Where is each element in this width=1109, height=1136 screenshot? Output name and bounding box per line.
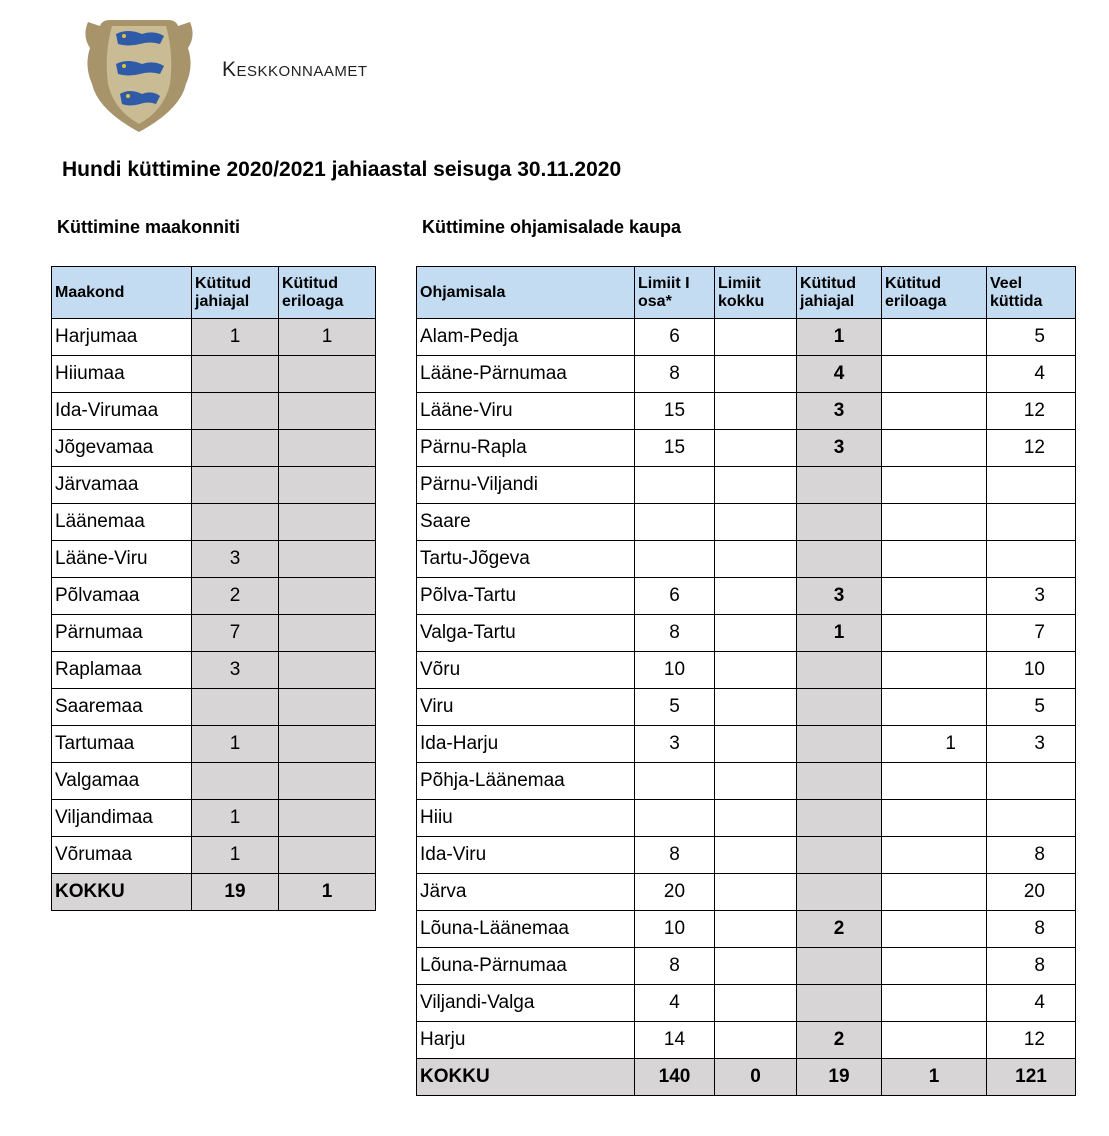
- table-row: [417, 800, 1076, 837]
- hunted-permit-cell: 1: [279, 319, 376, 356]
- county-name-cell: Lääne-Viru: [52, 541, 192, 578]
- hunted-season-cell: [797, 541, 882, 578]
- limit-part1-cell: 3: [635, 726, 715, 763]
- total-value-cell: 19: [797, 1059, 882, 1096]
- table-row: [417, 319, 1076, 356]
- limit-total-cell: [715, 615, 797, 652]
- table-row: [52, 393, 376, 430]
- area-name-cell: Lõuna-Läänemaa: [417, 911, 635, 948]
- hunted-permit-cell: [882, 356, 987, 393]
- remaining-cell: 12: [987, 430, 1076, 467]
- hunted-season-cell: 1: [192, 800, 279, 837]
- county-name-cell: Raplamaa: [52, 652, 192, 689]
- limit-total-cell: [715, 948, 797, 985]
- hunted-season-cell: [192, 467, 279, 504]
- area-name-cell: Harju: [417, 1022, 635, 1059]
- county-name-cell: Läänemaa: [52, 504, 192, 541]
- limit-part1-cell: 10: [635, 911, 715, 948]
- hunted-season-cell: [797, 837, 882, 874]
- area-name-cell: Ida-Viru: [417, 837, 635, 874]
- table-row: [52, 652, 376, 689]
- county-name-cell: Võrumaa: [52, 837, 192, 874]
- organization-name: Keskkonnaamet: [222, 58, 368, 81]
- table-row: [417, 578, 1076, 615]
- total-label-cell: KOKKU: [52, 874, 192, 911]
- area-name-cell: Järva: [417, 874, 635, 911]
- column-header: Kütitud jahiajal: [192, 267, 279, 319]
- area-name-cell: Võru: [417, 652, 635, 689]
- table-row: [417, 985, 1076, 1022]
- area-name-cell: Lääne-Viru: [417, 393, 635, 430]
- limit-part1-cell: 10: [635, 652, 715, 689]
- limit-total-cell: [715, 652, 797, 689]
- hunted-permit-cell: [882, 430, 987, 467]
- table-row: [417, 837, 1076, 874]
- area-table: [416, 266, 1076, 1096]
- hunted-season-cell: [797, 763, 882, 800]
- county-name-cell: Ida-Virumaa: [52, 393, 192, 430]
- county-name-cell: Valgamaa: [52, 763, 192, 800]
- column-header: Maakond: [52, 267, 192, 319]
- limit-part1-cell: 5: [635, 689, 715, 726]
- hunted-season-cell: [797, 689, 882, 726]
- hunted-season-cell: 4: [797, 356, 882, 393]
- total-value-cell: 140: [635, 1059, 715, 1096]
- table-row: [417, 726, 1076, 763]
- column-header: Kütitud eriloaga: [882, 267, 987, 319]
- hunted-permit-cell: [882, 1022, 987, 1059]
- hunted-permit-cell: [279, 578, 376, 615]
- remaining-cell: 4: [987, 985, 1076, 1022]
- remaining-cell: 5: [987, 319, 1076, 356]
- table-row: [417, 615, 1076, 652]
- hunted-season-cell: [797, 467, 882, 504]
- hunted-season-cell: 1: [797, 615, 882, 652]
- hunted-permit-cell: [279, 393, 376, 430]
- county-name-cell: Viljandimaa: [52, 800, 192, 837]
- hunted-season-cell: [192, 763, 279, 800]
- hunted-permit-cell: [882, 985, 987, 1022]
- hunted-permit-cell: [279, 763, 376, 800]
- table-row: [52, 763, 376, 800]
- limit-part1-cell: 20: [635, 874, 715, 911]
- remaining-cell: [987, 763, 1076, 800]
- remaining-cell: 7: [987, 615, 1076, 652]
- table-row: [417, 689, 1076, 726]
- hunted-season-cell: 1: [192, 726, 279, 763]
- county-name-cell: Põlvamaa: [52, 578, 192, 615]
- area-name-cell: Hiiu: [417, 800, 635, 837]
- table-row: [417, 430, 1076, 467]
- hunted-season-cell: [797, 800, 882, 837]
- table-row: [52, 356, 376, 393]
- hunted-permit-cell: 1: [882, 726, 987, 763]
- remaining-cell: 3: [987, 726, 1076, 763]
- hunted-permit-cell: [279, 837, 376, 874]
- remaining-cell: 5: [987, 689, 1076, 726]
- limit-part1-cell: 8: [635, 615, 715, 652]
- table-row: [52, 837, 376, 874]
- table-row: [52, 319, 376, 356]
- limit-total-cell: [715, 430, 797, 467]
- county-name-cell: Järvamaa: [52, 467, 192, 504]
- remaining-cell: 10: [987, 652, 1076, 689]
- remaining-cell: 3: [987, 578, 1076, 615]
- table-row: [52, 726, 376, 763]
- hunted-permit-cell: [279, 467, 376, 504]
- remaining-cell: [987, 800, 1076, 837]
- county-name-cell: Harjumaa: [52, 319, 192, 356]
- limit-part1-cell: 8: [635, 948, 715, 985]
- remaining-cell: 12: [987, 1022, 1076, 1059]
- hunted-season-cell: 1: [192, 837, 279, 874]
- hunted-season-cell: 7: [192, 615, 279, 652]
- hunted-permit-cell: [279, 504, 376, 541]
- hunted-permit-cell: [882, 837, 987, 874]
- hunted-season-cell: 1: [192, 319, 279, 356]
- hunted-season-cell: [797, 948, 882, 985]
- total-value-cell: 0: [715, 1059, 797, 1096]
- limit-total-cell: [715, 763, 797, 800]
- area-name-cell: Lõuna-Pärnumaa: [417, 948, 635, 985]
- hunted-season-cell: [797, 504, 882, 541]
- hunted-permit-cell: [882, 319, 987, 356]
- hunted-season-cell: [797, 726, 882, 763]
- hunted-permit-cell: [882, 948, 987, 985]
- area-name-cell: Alam-Pedja: [417, 319, 635, 356]
- column-header: Limiit I osa*: [635, 267, 715, 319]
- table-row: [52, 578, 376, 615]
- hunted-permit-cell: [882, 615, 987, 652]
- table-row: [417, 467, 1076, 504]
- hunted-season-cell: [192, 356, 279, 393]
- table-row: [52, 541, 376, 578]
- total-value-cell: 1: [882, 1059, 987, 1096]
- limit-total-cell: [715, 467, 797, 504]
- table-row: [417, 356, 1076, 393]
- hunted-season-cell: [192, 504, 279, 541]
- hunted-permit-cell: [279, 356, 376, 393]
- table-row: [417, 948, 1076, 985]
- table-row: [417, 652, 1076, 689]
- county-name-cell: Saaremaa: [52, 689, 192, 726]
- hunted-season-cell: 3: [797, 393, 882, 430]
- total-label-cell: KOKKU: [417, 1059, 635, 1096]
- hunted-season-cell: 2: [192, 578, 279, 615]
- county-name-cell: Hiiumaa: [52, 356, 192, 393]
- hunted-permit-cell: [882, 504, 987, 541]
- limit-total-cell: [715, 800, 797, 837]
- hunted-permit-cell: [882, 467, 987, 504]
- limit-total-cell: [715, 837, 797, 874]
- hunted-season-cell: [797, 985, 882, 1022]
- limit-part1-cell: 6: [635, 578, 715, 615]
- remaining-cell: 8: [987, 911, 1076, 948]
- total-value-cell: 121: [987, 1059, 1076, 1096]
- area-name-cell: Pärnu-Rapla: [417, 430, 635, 467]
- remaining-cell: 8: [987, 837, 1076, 874]
- table-row: [52, 467, 376, 504]
- hunted-permit-cell: [882, 800, 987, 837]
- hunted-permit-cell: [279, 689, 376, 726]
- area-name-cell: Põhja-Läänemaa: [417, 763, 635, 800]
- county-name-cell: Tartumaa: [52, 726, 192, 763]
- limit-total-cell: [715, 393, 797, 430]
- limit-total-cell: [715, 874, 797, 911]
- table-row: [52, 504, 376, 541]
- limit-total-cell: [715, 689, 797, 726]
- table-row: [417, 541, 1076, 578]
- hunted-permit-cell: [882, 393, 987, 430]
- limit-part1-cell: 4: [635, 985, 715, 1022]
- hunted-permit-cell: [279, 800, 376, 837]
- column-header: Limiit kokku: [715, 267, 797, 319]
- limit-part1-cell: [635, 504, 715, 541]
- total-row: [52, 874, 376, 911]
- remaining-cell: 8: [987, 948, 1076, 985]
- hunted-season-cell: [192, 689, 279, 726]
- hunted-season-cell: [192, 393, 279, 430]
- hunted-season-cell: 3: [797, 578, 882, 615]
- table-row: [52, 800, 376, 837]
- limit-total-cell: [715, 726, 797, 763]
- limit-part1-cell: 6: [635, 319, 715, 356]
- hunted-season-cell: 1: [797, 319, 882, 356]
- limit-part1-cell: [635, 541, 715, 578]
- table-row: [417, 393, 1076, 430]
- limit-total-cell: [715, 578, 797, 615]
- county-name-cell: Pärnumaa: [52, 615, 192, 652]
- remaining-cell: 20: [987, 874, 1076, 911]
- hunted-permit-cell: [882, 874, 987, 911]
- hunted-permit-cell: [882, 763, 987, 800]
- limit-part1-cell: 15: [635, 430, 715, 467]
- column-header: Kütitud jahiajal: [797, 267, 882, 319]
- hunted-season-cell: 2: [797, 911, 882, 948]
- total-permit-cell: 1: [279, 874, 376, 911]
- limit-total-cell: [715, 541, 797, 578]
- table-row: [417, 763, 1076, 800]
- hunted-permit-cell: [279, 726, 376, 763]
- hunted-permit-cell: [882, 652, 987, 689]
- column-header: Ohjamisala: [417, 267, 635, 319]
- hunted-permit-cell: [279, 652, 376, 689]
- hunted-permit-cell: [882, 689, 987, 726]
- table-row: [52, 615, 376, 652]
- limit-total-cell: [715, 356, 797, 393]
- limit-total-cell: [715, 985, 797, 1022]
- column-header: Kütitud eriloaga: [279, 267, 376, 319]
- remaining-cell: 4: [987, 356, 1076, 393]
- table-row: [52, 430, 376, 467]
- table-row: [417, 911, 1076, 948]
- county-name-cell: Jõgevamaa: [52, 430, 192, 467]
- limit-total-cell: [715, 319, 797, 356]
- hunted-permit-cell: [279, 541, 376, 578]
- area-name-cell: Viru: [417, 689, 635, 726]
- coat-of-arms-logo: [80, 14, 198, 136]
- hunted-permit-cell: [279, 615, 376, 652]
- area-name-cell: Saare: [417, 504, 635, 541]
- total-season-cell: 19: [192, 874, 279, 911]
- area-name-cell: Ida-Harju: [417, 726, 635, 763]
- area-name-cell: Tartu-Jõgeva: [417, 541, 635, 578]
- limit-part1-cell: 15: [635, 393, 715, 430]
- limit-total-cell: [715, 504, 797, 541]
- hunted-permit-cell: [882, 578, 987, 615]
- hunted-permit-cell: [882, 541, 987, 578]
- limit-part1-cell: 8: [635, 356, 715, 393]
- column-header: Veel küttida: [987, 267, 1076, 319]
- table-row: [52, 689, 376, 726]
- hunted-season-cell: 2: [797, 1022, 882, 1059]
- hunted-permit-cell: [279, 430, 376, 467]
- limit-part1-cell: [635, 763, 715, 800]
- hunted-permit-cell: [882, 911, 987, 948]
- area-name-cell: Pärnu-Viljandi: [417, 467, 635, 504]
- county-table: [51, 266, 376, 911]
- remaining-cell: 12: [987, 393, 1076, 430]
- limit-total-cell: [715, 911, 797, 948]
- limit-part1-cell: 14: [635, 1022, 715, 1059]
- limit-part1-cell: [635, 800, 715, 837]
- limit-part1-cell: 8: [635, 837, 715, 874]
- hunted-season-cell: 3: [192, 652, 279, 689]
- area-name-cell: Valga-Tartu: [417, 615, 635, 652]
- area-name-cell: Põlva-Tartu: [417, 578, 635, 615]
- table-row: [417, 874, 1076, 911]
- hunted-season-cell: [797, 874, 882, 911]
- area-name-cell: Viljandi-Valga: [417, 985, 635, 1022]
- table-row: [417, 1022, 1076, 1059]
- limit-part1-cell: [635, 467, 715, 504]
- limit-total-cell: [715, 1022, 797, 1059]
- hunted-season-cell: [797, 652, 882, 689]
- hunted-season-cell: 3: [797, 430, 882, 467]
- table-row: [417, 504, 1076, 541]
- page-title: Hundi küttimine 2020/2021 jahiaastal seisuga 30.11.2020: [62, 158, 622, 181]
- remaining-cell: [987, 541, 1076, 578]
- total-row: [417, 1059, 1076, 1096]
- hunted-season-cell: [192, 430, 279, 467]
- remaining-cell: [987, 467, 1076, 504]
- area-table-heading: Küttimine ohjamisalade kaupa: [422, 217, 682, 237]
- hunted-season-cell: 3: [192, 541, 279, 578]
- remaining-cell: [987, 504, 1076, 541]
- area-name-cell: Lääne-Pärnumaa: [417, 356, 635, 393]
- county-table-heading: Küttimine maakonniti: [57, 217, 241, 237]
